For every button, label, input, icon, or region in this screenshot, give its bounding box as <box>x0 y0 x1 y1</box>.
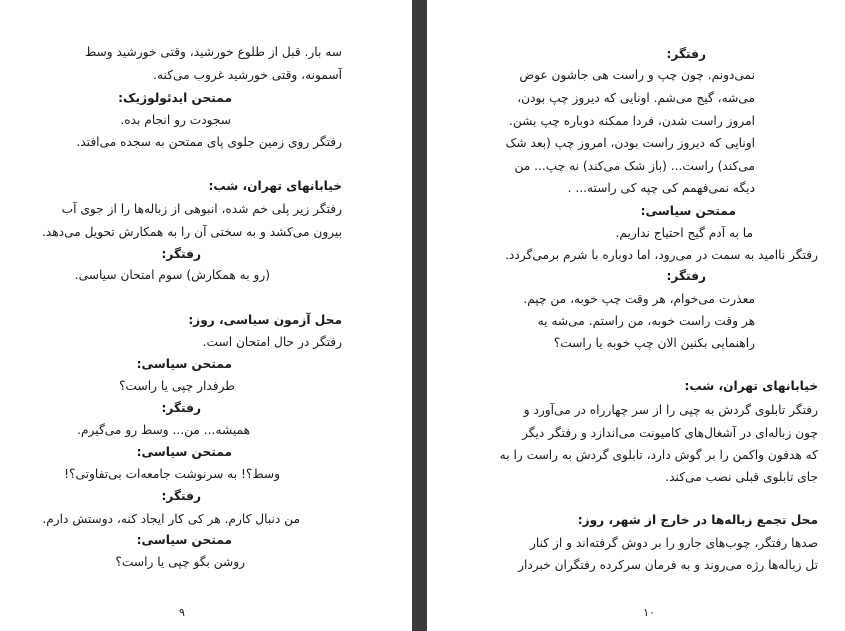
character-cue: ممتحن سیاسی: <box>136 357 232 371</box>
action-line: رفتگر ناامید به سمت در می‌رود، اما دوباره با شرم برمی‌گردد. <box>505 248 818 262</box>
action-line: رفتگر زیر پلی خم شده، انبوهی از زباله‌ها را از جوی آب <box>61 202 342 216</box>
character-cue: رفتگر: <box>161 489 201 503</box>
dialogue-line: امروز راست شدن، فردا ممکنه دوباره چپ بشن. <box>509 114 755 128</box>
action-line: تل زباله‌ها رژه می‌روند و به فرمان سرکرده رفتگران خبردار <box>518 558 818 572</box>
right-page <box>427 0 845 631</box>
scene-heading: محل آزمون سیاسی، روز: <box>188 313 342 327</box>
dialogue-line: هر وقت راست خوبه، من راستم. می‌شه یه <box>537 314 755 328</box>
dialogue-line: اونایی که دیروز راست بودن، امروز چپ (بعد شک <box>505 136 755 150</box>
dialogue-line: همیشه... من... وسط رو می‌گیرم. <box>77 423 250 437</box>
dialogue-line: راهنمایی بکنین الان چپ خوبه یا راست؟ <box>553 336 755 350</box>
dialogue-line: می‌کند) راست... (باز شک می‌کند) نه چپ... من <box>514 159 755 173</box>
character-cue: رفتگر: <box>666 269 706 283</box>
dialogue-line: سجودت رو انجام بده. <box>120 113 231 127</box>
line-2: آسمونه، وقتی خورشید غروب می‌کنه. <box>153 68 342 82</box>
page-number: ۱۰ <box>643 606 655 619</box>
action-line: که هدفون واکمن را بر گوش دارد، تابلوی گردش به راست را به <box>499 448 818 462</box>
character-cue: ممتحن سیاسی: <box>640 204 736 218</box>
scene-heading: خیابانهای تهران، شب: <box>208 179 342 193</box>
character-cue: رفتگر: <box>161 247 201 261</box>
character-cue: رفتگر: <box>666 47 706 61</box>
action-line: رفتگر تابلوی گردش به چپی را از سر چهارراه در می‌آورد و <box>523 403 818 417</box>
dialogue-line: وسط؟! به سرنوشت جامعه‌ات بی‌تفاوتی؟! <box>64 467 280 481</box>
character-cue: رفتگر: <box>161 401 201 415</box>
action-line: چون زباله‌ای در آشغال‌های کامیونت می‌اندازد و رفتگر دیگر <box>522 426 818 440</box>
dialogue-line: من دنبال کارم. هر کی کار ایجاد کنه، دوستش دارم. <box>42 512 300 526</box>
left-page <box>0 0 412 631</box>
line-1: سه بار. قبل از طلوع خورشید، وقتی خورشید وسط <box>84 45 342 59</box>
dialogue-line: معذرت می‌خوام، هر وقت چپ خوبه، من چپم. <box>523 292 755 306</box>
action-line: رفتگر روی زمین جلوی پای ممتحن به سجده می‌افتد. <box>76 135 342 149</box>
dialogue-line: روشن بگو چپی یا راست؟ <box>115 555 245 569</box>
character-cue: ممتحن سیاسی: <box>136 533 232 547</box>
action-line: رفتگر در حال امتحان است. <box>202 335 342 349</box>
book-gutter <box>412 0 427 631</box>
character-cue: ممتحن ایدئولوژیک: <box>118 91 232 105</box>
dialogue-line: طرفدار چپی یا راست؟ <box>119 379 235 393</box>
scene-heading: محل تجمع زباله‌ها در خارج از شهر، روز: <box>577 513 818 527</box>
dialogue-line: دیگه نمی‌فهمم کی چپه کی راسته... . <box>567 181 755 195</box>
character-cue: ممتحن سیاسی: <box>136 445 232 459</box>
action-line: صدها رفتگر، چوب‌های جارو را بر دوش گرفته‌اند و از کنار <box>530 536 818 550</box>
dialogue-line: می‌شه، گیج می‌شم. اونایی که دیروز چپ بودن، <box>517 91 755 105</box>
dialogue-line: ما به آدم گیج احتیاج نداریم. <box>615 226 753 240</box>
action-line: جای تابلوی قبلی نصب می‌کند. <box>665 470 818 484</box>
scene-heading: خیابانهای تهران، شب: <box>684 379 818 393</box>
action-line: بیرون می‌کشد و به سختی آن را به همکارش تحویل می‌دهد. <box>41 225 342 239</box>
page-number: ۹ <box>179 606 185 619</box>
dialogue-line: (رو به همکارش) سوم امتحان سیاسی. <box>74 268 270 282</box>
dialogue-line: نمی‌دونم. چون چپ و راست هی جاشون عوض <box>519 68 755 82</box>
